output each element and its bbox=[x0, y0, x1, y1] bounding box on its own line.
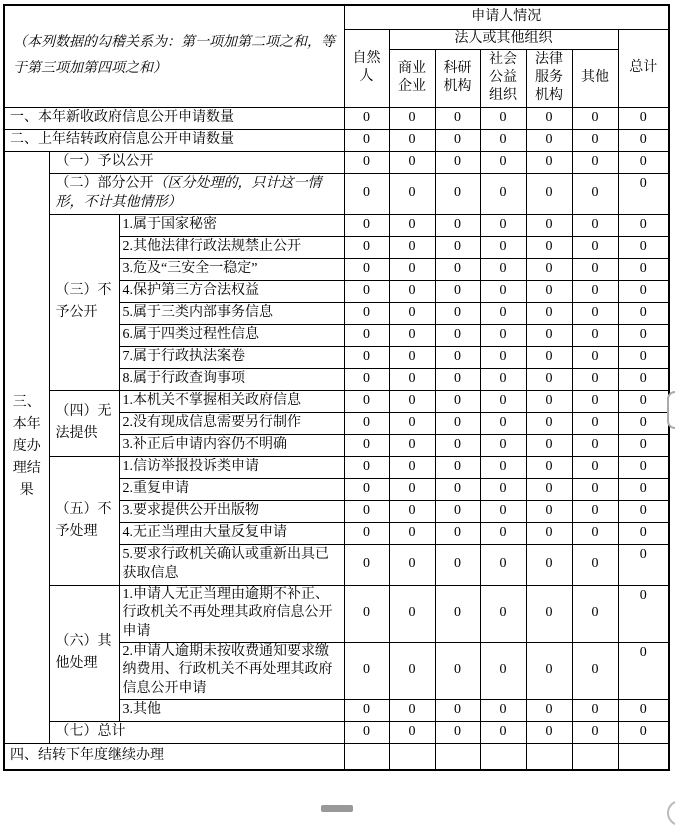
gov-info-disclosure-table bbox=[3, 4, 670, 771]
item-label: 4.无正当理由大量反复申请 bbox=[119, 522, 344, 544]
value-cell: 0 bbox=[572, 522, 618, 544]
value-cell: 0 bbox=[480, 280, 526, 302]
group-label: （六）其他处理 bbox=[49, 585, 119, 721]
value-cell: 0 bbox=[344, 302, 389, 324]
item-label: 3.危及“三安全一稳定” bbox=[119, 258, 344, 280]
value-cell: 0 bbox=[526, 280, 572, 302]
value-cell: 0 bbox=[435, 129, 480, 151]
value-cell: 0 bbox=[344, 324, 389, 346]
value-cell: 0 bbox=[572, 721, 618, 743]
table-row bbox=[4, 151, 669, 173]
value-cell: 0 bbox=[344, 346, 389, 368]
value-cell: 0 bbox=[618, 368, 669, 390]
value-cell: 0 bbox=[344, 390, 389, 412]
value-cell: 0 bbox=[435, 390, 480, 412]
value-cell: 0 bbox=[526, 258, 572, 280]
value-cell: 0 bbox=[526, 173, 572, 214]
item-label: 3.要求提供公开出版物 bbox=[119, 500, 344, 522]
value-cell: 0 bbox=[618, 699, 669, 721]
value-cell: 0 bbox=[344, 456, 389, 478]
item-label: 2.其他法律行政法规禁止公开 bbox=[119, 236, 344, 258]
value-cell: 0 bbox=[389, 412, 435, 434]
value-cell: 0 bbox=[480, 434, 526, 456]
value-cell: 0 bbox=[480, 412, 526, 434]
value-cell: 0 bbox=[618, 214, 669, 236]
value-cell: 0 bbox=[618, 302, 669, 324]
value-cell: 0 bbox=[389, 699, 435, 721]
value-cell bbox=[572, 743, 618, 770]
value-cell: 0 bbox=[572, 107, 618, 129]
value-cell: 0 bbox=[480, 522, 526, 544]
value-cell: 0 bbox=[480, 544, 526, 585]
value-cell: 0 bbox=[389, 346, 435, 368]
value-cell: 0 bbox=[435, 522, 480, 544]
value-cell: 0 bbox=[435, 434, 480, 456]
value-cell: 0 bbox=[572, 151, 618, 173]
header-total: 总计 bbox=[618, 29, 669, 107]
value-cell bbox=[526, 743, 572, 770]
row-label: 二、上年结转政府信息公开申请数量 bbox=[4, 129, 344, 151]
value-cell: 0 bbox=[618, 324, 669, 346]
value-cell: 0 bbox=[526, 324, 572, 346]
table-row bbox=[4, 721, 669, 743]
value-cell: 0 bbox=[435, 280, 480, 302]
value-cell: 0 bbox=[526, 699, 572, 721]
value-cell: 0 bbox=[618, 107, 669, 129]
value-cell: 0 bbox=[480, 478, 526, 500]
value-cell: 0 bbox=[435, 107, 480, 129]
value-cell: 0 bbox=[435, 258, 480, 280]
value-cell: 0 bbox=[480, 236, 526, 258]
item-label: 4.保护第三方合法权益 bbox=[119, 280, 344, 302]
value-cell: 0 bbox=[344, 173, 389, 214]
value-cell: 0 bbox=[344, 107, 389, 129]
value-cell: 0 bbox=[389, 522, 435, 544]
value-cell: 0 bbox=[480, 699, 526, 721]
value-cell: 0 bbox=[435, 346, 480, 368]
value-cell: 0 bbox=[526, 721, 572, 743]
value-cell: 0 bbox=[480, 390, 526, 412]
value-cell: 0 bbox=[435, 214, 480, 236]
value-cell: 0 bbox=[480, 151, 526, 173]
value-cell: 0 bbox=[526, 500, 572, 522]
header-commercial-enterprise: 商业企业 bbox=[389, 49, 435, 107]
value-cell: 0 bbox=[389, 721, 435, 743]
value-cell: 0 bbox=[389, 642, 435, 699]
value-cell: 0 bbox=[389, 302, 435, 324]
item-label: 2.没有现成信息需要另行制作 bbox=[119, 412, 344, 434]
value-cell: 0 bbox=[480, 585, 526, 642]
value-cell: 0 bbox=[389, 368, 435, 390]
value-cell: 0 bbox=[480, 368, 526, 390]
value-cell: 0 bbox=[572, 456, 618, 478]
value-cell: 0 bbox=[618, 236, 669, 258]
value-cell: 0 bbox=[618, 173, 669, 214]
value-cell: 0 bbox=[389, 390, 435, 412]
value-cell: 0 bbox=[572, 368, 618, 390]
value-cell: 0 bbox=[480, 302, 526, 324]
value-cell: 0 bbox=[435, 699, 480, 721]
value-cell: 0 bbox=[526, 585, 572, 642]
value-cell: 0 bbox=[526, 346, 572, 368]
value-cell: 0 bbox=[572, 302, 618, 324]
reconciliation-note: （本列数据的勾稽关系为：第一项加第二项之和，等于第三项加第四项之和） bbox=[4, 5, 344, 107]
item-label: 2.申请人逾期未按收费通知要求缴纳费用、行政机关不再处理其政府信息公开申请 bbox=[119, 642, 344, 699]
value-cell: 0 bbox=[435, 456, 480, 478]
value-cell: 0 bbox=[526, 434, 572, 456]
value-cell: 0 bbox=[526, 236, 572, 258]
value-cell: 0 bbox=[435, 500, 480, 522]
value-cell: 0 bbox=[435, 236, 480, 258]
value-cell: 0 bbox=[480, 456, 526, 478]
header-natural-person: 自然人 bbox=[344, 29, 389, 107]
item-label: 2.重复申请 bbox=[119, 478, 344, 500]
value-cell: 0 bbox=[572, 258, 618, 280]
value-cell: 0 bbox=[572, 699, 618, 721]
value-cell: 0 bbox=[480, 214, 526, 236]
value-cell: 0 bbox=[618, 721, 669, 743]
group-label: （四）无法提供 bbox=[49, 390, 119, 456]
table-row bbox=[4, 456, 669, 478]
value-cell: 0 bbox=[572, 412, 618, 434]
item-label: 1.信访举报投诉类申请 bbox=[119, 456, 344, 478]
value-cell: 0 bbox=[618, 522, 669, 544]
value-cell: 0 bbox=[389, 173, 435, 214]
value-cell: 0 bbox=[618, 129, 669, 151]
value-cell: 0 bbox=[344, 585, 389, 642]
header-legal-service-org: 法律服务机构 bbox=[526, 49, 572, 107]
value-cell: 0 bbox=[389, 500, 435, 522]
value-cell: 0 bbox=[389, 236, 435, 258]
value-cell: 0 bbox=[618, 280, 669, 302]
value-cell: 0 bbox=[572, 390, 618, 412]
value-cell: 0 bbox=[389, 478, 435, 500]
value-cell: 0 bbox=[618, 456, 669, 478]
item-label: 6.属于四类过程性信息 bbox=[119, 324, 344, 346]
right-scroll-handle[interactable] bbox=[667, 391, 675, 429]
value-cell: 0 bbox=[344, 151, 389, 173]
value-cell: 0 bbox=[572, 324, 618, 346]
value-cell: 0 bbox=[389, 258, 435, 280]
value-cell: 0 bbox=[389, 456, 435, 478]
value-cell: 0 bbox=[572, 236, 618, 258]
floating-button-fragment[interactable] bbox=[667, 800, 675, 826]
value-cell: 0 bbox=[435, 151, 480, 173]
value-cell: 0 bbox=[526, 522, 572, 544]
value-cell: 0 bbox=[435, 642, 480, 699]
value-cell: 0 bbox=[618, 585, 669, 642]
value-cell: 0 bbox=[572, 544, 618, 585]
value-cell: 0 bbox=[618, 434, 669, 456]
group-label-note: （区分处理的，只计这一情形，不计其他情形） bbox=[55, 176, 322, 210]
value-cell: 0 bbox=[480, 500, 526, 522]
value-cell: 0 bbox=[526, 214, 572, 236]
value-cell: 0 bbox=[572, 642, 618, 699]
value-cell: 0 bbox=[618, 258, 669, 280]
value-cell: 0 bbox=[344, 214, 389, 236]
item-label: 1.申请人无正当理由逾期不补正、行政机关不再处理其政府信息公开申请 bbox=[119, 585, 344, 642]
value-cell bbox=[344, 743, 389, 770]
value-cell: 0 bbox=[480, 324, 526, 346]
value-cell: 0 bbox=[389, 585, 435, 642]
value-cell: 0 bbox=[480, 129, 526, 151]
value-cell: 0 bbox=[618, 544, 669, 585]
value-cell: 0 bbox=[618, 390, 669, 412]
value-cell: 0 bbox=[526, 412, 572, 434]
value-cell: 0 bbox=[344, 412, 389, 434]
value-cell: 0 bbox=[435, 412, 480, 434]
value-cell: 0 bbox=[618, 478, 669, 500]
value-cell: 0 bbox=[572, 500, 618, 522]
header-other: 其他 bbox=[572, 49, 618, 107]
value-cell: 0 bbox=[526, 642, 572, 699]
group-label: （七）总计 bbox=[49, 721, 344, 743]
header-social-welfare-org: 社会公益组织 bbox=[480, 49, 526, 107]
item-label: 5.属于三类内部事务信息 bbox=[119, 302, 344, 324]
value-cell: 0 bbox=[572, 434, 618, 456]
item-label: 3.补正后申请内容仍不明确 bbox=[119, 434, 344, 456]
value-cell: 0 bbox=[344, 478, 389, 500]
value-cell bbox=[618, 743, 669, 770]
table-row bbox=[4, 743, 669, 770]
value-cell: 0 bbox=[480, 721, 526, 743]
item-label: 8.属于行政查询事项 bbox=[119, 368, 344, 390]
value-cell: 0 bbox=[526, 478, 572, 500]
value-cell: 0 bbox=[526, 456, 572, 478]
value-cell: 0 bbox=[389, 214, 435, 236]
header-research-institution: 科研机构 bbox=[435, 49, 480, 107]
value-cell: 0 bbox=[344, 368, 389, 390]
table-row bbox=[4, 129, 669, 151]
value-cell: 0 bbox=[344, 236, 389, 258]
value-cell: 0 bbox=[480, 258, 526, 280]
group-label bbox=[49, 173, 344, 214]
value-cell: 0 bbox=[389, 151, 435, 173]
value-cell: 0 bbox=[344, 500, 389, 522]
value-cell: 0 bbox=[344, 129, 389, 151]
value-cell: 0 bbox=[480, 642, 526, 699]
value-cell: 0 bbox=[572, 129, 618, 151]
value-cell: 0 bbox=[526, 302, 572, 324]
group-label: （三）不予公开 bbox=[49, 214, 119, 390]
table-row bbox=[4, 585, 669, 642]
value-cell: 0 bbox=[618, 500, 669, 522]
item-label: 7.属于行政执法案卷 bbox=[119, 346, 344, 368]
row-label: 一、本年新收政府信息公开申请数量 bbox=[4, 107, 344, 129]
value-cell: 0 bbox=[480, 346, 526, 368]
value-cell: 0 bbox=[344, 258, 389, 280]
value-cell: 0 bbox=[572, 173, 618, 214]
row-label: 四、结转下年度继续办理 bbox=[4, 743, 344, 770]
section-label: 三、本年度办理结果 bbox=[4, 151, 49, 743]
value-cell: 0 bbox=[526, 151, 572, 173]
value-cell: 0 bbox=[526, 390, 572, 412]
value-cell: 0 bbox=[389, 544, 435, 585]
item-label: 3.其他 bbox=[119, 699, 344, 721]
value-cell bbox=[480, 743, 526, 770]
header-applicant-situation: 申请人情况 bbox=[344, 5, 669, 29]
value-cell: 0 bbox=[344, 642, 389, 699]
group-label: （五）不予处理 bbox=[49, 456, 119, 585]
value-cell: 0 bbox=[389, 107, 435, 129]
value-cell: 0 bbox=[435, 721, 480, 743]
value-cell: 0 bbox=[389, 129, 435, 151]
value-cell: 0 bbox=[435, 302, 480, 324]
value-cell: 0 bbox=[389, 280, 435, 302]
value-cell: 0 bbox=[344, 699, 389, 721]
value-cell: 0 bbox=[526, 107, 572, 129]
item-label: 1.本机关不掌握相关政府信息 bbox=[119, 390, 344, 412]
value-cell: 0 bbox=[344, 721, 389, 743]
value-cell bbox=[435, 743, 480, 770]
value-cell: 0 bbox=[344, 434, 389, 456]
value-cell: 0 bbox=[572, 214, 618, 236]
value-cell: 0 bbox=[435, 368, 480, 390]
table-row bbox=[4, 107, 669, 129]
value-cell: 0 bbox=[618, 346, 669, 368]
value-cell: 0 bbox=[618, 151, 669, 173]
value-cell: 0 bbox=[389, 324, 435, 346]
value-cell: 0 bbox=[526, 129, 572, 151]
value-cell: 0 bbox=[480, 107, 526, 129]
horizontal-scrollbar-thumb[interactable] bbox=[321, 805, 353, 812]
table-row bbox=[4, 214, 669, 236]
item-label: 5.要求行政机关确认或重新出具已获取信息 bbox=[119, 544, 344, 585]
table-row bbox=[4, 390, 669, 412]
value-cell: 0 bbox=[435, 585, 480, 642]
value-cell: 0 bbox=[435, 324, 480, 346]
value-cell bbox=[389, 743, 435, 770]
value-cell: 0 bbox=[572, 478, 618, 500]
value-cell: 0 bbox=[618, 412, 669, 434]
value-cell: 0 bbox=[435, 544, 480, 585]
header-legal-org: 法人或其他组织 bbox=[389, 29, 618, 49]
value-cell: 0 bbox=[572, 585, 618, 642]
value-cell: 0 bbox=[572, 280, 618, 302]
value-cell: 0 bbox=[572, 346, 618, 368]
table-row bbox=[4, 173, 669, 214]
value-cell: 0 bbox=[344, 280, 389, 302]
value-cell: 0 bbox=[480, 173, 526, 214]
value-cell: 0 bbox=[526, 544, 572, 585]
value-cell: 0 bbox=[618, 642, 669, 699]
group-label-text: （二）部分公开 bbox=[55, 176, 154, 192]
value-cell: 0 bbox=[344, 544, 389, 585]
value-cell: 0 bbox=[526, 368, 572, 390]
item-label: 1.属于国家秘密 bbox=[119, 214, 344, 236]
value-cell: 0 bbox=[435, 478, 480, 500]
value-cell: 0 bbox=[389, 434, 435, 456]
value-cell: 0 bbox=[435, 173, 480, 214]
group-label: （一）予以公开 bbox=[49, 151, 344, 173]
value-cell: 0 bbox=[344, 522, 389, 544]
